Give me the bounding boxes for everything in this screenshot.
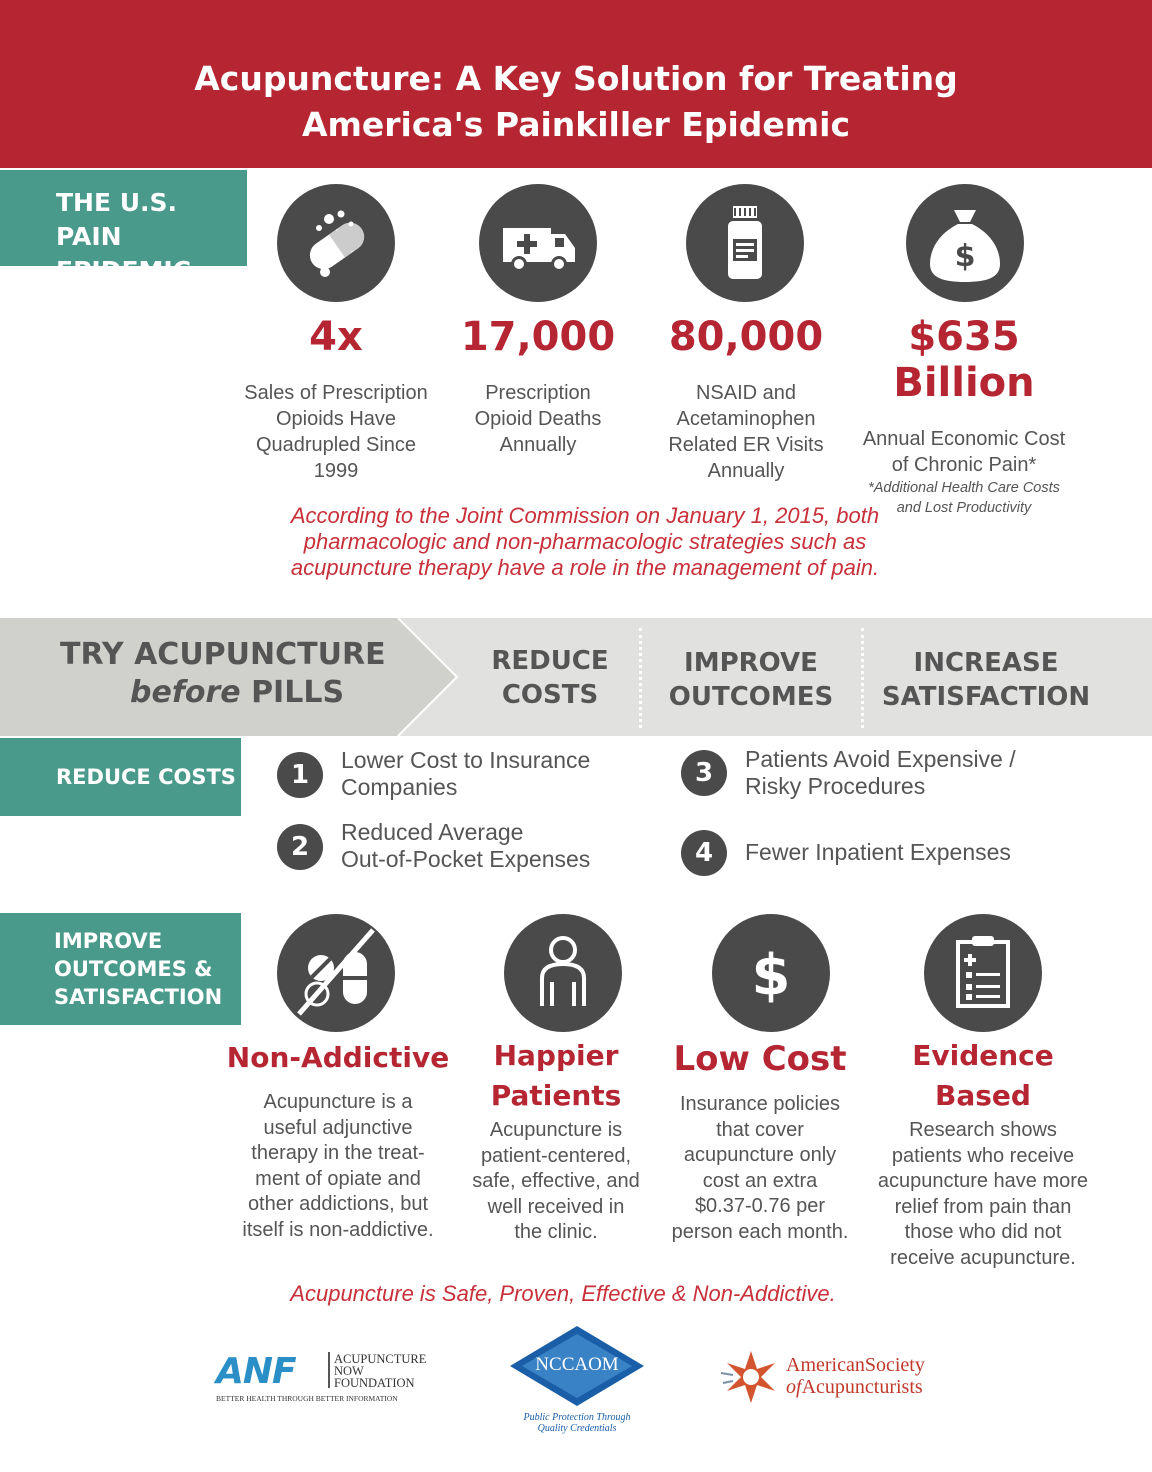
stat-economic-cost: $635 Billion Annual Economic Cost of Chronic Pain* *Additional Health Care Costs and Lost Productivity	[838, 314, 1090, 518]
try-acupuncture-band	[0, 618, 1152, 736]
anf-logo: ANF ACUPUNCTURE NOW FOUNDATION BETTER HEALTH THROUGH BETTER INFORMATION	[216, 1351, 427, 1403]
joint-commission-quote: According to the Joint Commission on January 1, 2015, both pharmacologic and non-pharmacologic strategies such as acupuncture therapy have a role in the management of pain.	[290, 503, 880, 580]
try-acupuncture-heading: TRY ACUPUNCTURE before PILLS	[60, 637, 386, 710]
stat-er-visits: 80,000 NSAID and Acetaminophen Related ER Visits Annually	[668, 314, 824, 482]
band-increase-satisfaction: INCREASE SATISFACTION	[881, 648, 1091, 712]
band-reduce-costs: REDUCE COSTS	[491, 646, 609, 710]
benefit-low-cost: Low Cost Insurance policies that cover acupuncture only cost an extra $0.37-0.76 per person each month.	[671, 1039, 849, 1243]
number-badge: 1	[277, 752, 323, 798]
medicine-bottle-icon	[686, 184, 804, 302]
band-divider	[861, 628, 864, 728]
clipboard-icon	[924, 914, 1042, 1032]
asa-logo: AmericanSociety ofAcupuncturists	[720, 1346, 970, 1406]
section-tag-reduce-costs: REDUCE COSTS	[0, 738, 241, 816]
number-badge: 4	[681, 830, 727, 876]
band-divider	[639, 628, 642, 728]
nccaom-logo: NCCAOM Public Protection Through Quality Credentials	[506, 1324, 648, 1440]
band-improve-outcomes: IMPROVE OUTCOMES	[668, 648, 834, 712]
money-bag-icon	[906, 184, 1024, 302]
svg-text:$: $	[954, 239, 976, 274]
section-tag-pain-epidemic: THE U.S. PAIN EPIDEMIC	[0, 170, 247, 266]
stat-footnote: *Additional Health Care Costs and Lost Productivity	[868, 480, 1060, 516]
dollar-icon	[712, 914, 830, 1032]
stat-opioid-deaths: 17,000 Prescription Opioid Deaths Annually	[460, 314, 616, 456]
stat-opioid-sales: 4x Sales of Prescription Opioids Have Quadrupled Since 1999	[244, 314, 428, 482]
benefit-evidence-based: Evidence Based Research shows patients who receive acupuncture have more relief from pain than those who did not receive acupuncture.	[877, 1039, 1089, 1269]
person-icon	[504, 914, 622, 1032]
benefit-happier-patients: Happier Patients Acupuncture is patient-centered, safe, effective, and well received in the clinic.	[472, 1039, 640, 1243]
section-tag-improve-outcomes: IMPROVE OUTCOMES & SATISFACTION	[0, 913, 241, 1025]
number-badge: 3	[681, 750, 727, 796]
no-pills-icon	[277, 914, 395, 1032]
header-banner	[0, 0, 1152, 168]
page-title: Acupuncture: A Key Solution for Treating America's Painkiller Epidemic	[194, 59, 958, 144]
number-badge: 2	[277, 824, 323, 870]
benefit-non-addictive: Non-Addictive Acupuncture is a useful adjunctive therapy in the treat- ment of opiate and other addictions, but itself is non-addictive.	[226, 1041, 450, 1241]
ambulance-icon	[479, 184, 597, 302]
pills-icon	[277, 184, 395, 302]
closing-statement: Acupuncture is Safe, Proven, Effective & Non-Addictive.	[290, 1281, 836, 1306]
svg-text:$: $	[751, 943, 791, 1008]
